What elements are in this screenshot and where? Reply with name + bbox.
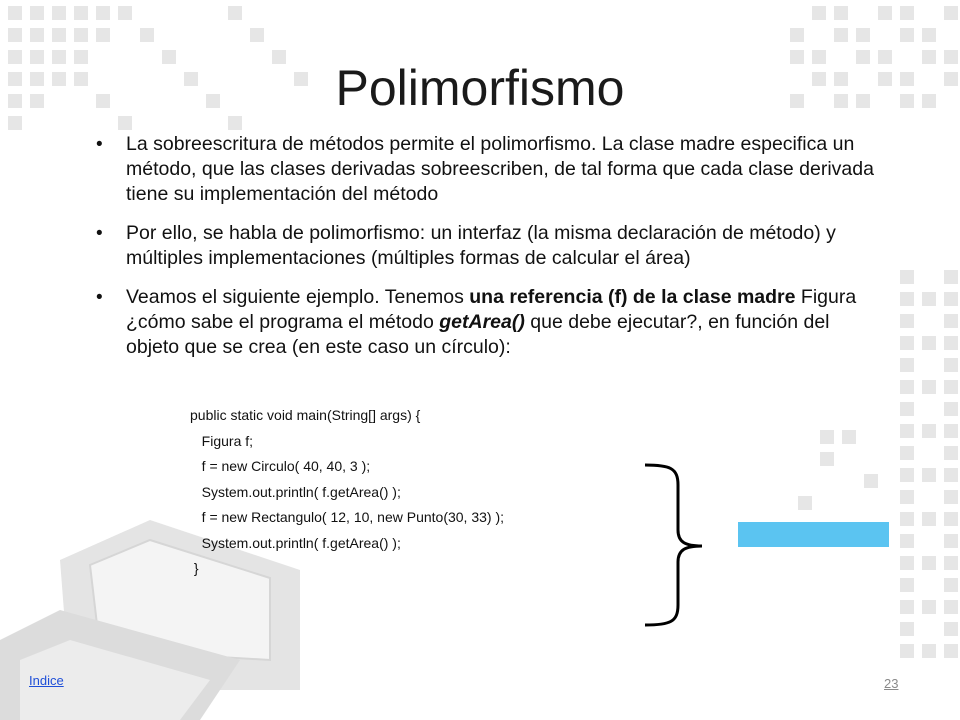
bullet-text-run: Figura ¿cómo sabe el programa el método [126,286,857,333]
decoration-square [52,28,66,42]
decoration-square [856,28,870,42]
bullet-text [126,222,836,269]
decoration-square [922,644,936,658]
decoration-square [900,446,914,460]
decoration-square [900,292,914,306]
bullet-text-run: La sobreescritura de métodos permite el polimorfismo. La clase madre especifica un método, que las clases derivadas sobreescriben, de tal forma que cada clase derivada tiene su implementación del método [126,133,874,205]
decoration-square [944,468,958,482]
decoration-square [250,28,264,42]
decoration-square [944,534,958,548]
slide-title: Polimorfismo [335,60,625,116]
decoration-square [900,578,914,592]
bullet-item [96,221,886,271]
decoration-square [8,116,22,130]
decoration-square [834,6,848,20]
decoration-square [944,402,958,416]
bullet-item [96,285,886,360]
decoration-square [900,490,914,504]
decoration-square [944,600,958,614]
decoration-square [922,424,936,438]
decoration-square [790,28,804,42]
decoration-square [834,28,848,42]
decoration-square [944,490,958,504]
decoration-square [944,644,958,658]
decoration-square [118,116,132,130]
decoration-square [922,336,936,350]
bullet-list [96,132,886,374]
decoration-square [900,270,914,284]
code-line: f = new Circulo( 40, 40, 3 ); [190,458,371,474]
decoration-square [922,28,936,42]
code-example [190,404,504,583]
decoration-square [944,270,958,284]
curly-brace-icon [640,460,710,630]
decoration-square [30,28,44,42]
decoration-square [900,402,914,416]
bullet-text-run: Veamos el siguiente ejemplo. Tenemos [126,286,470,308]
decoration-square [922,380,936,394]
decoration-square [140,28,154,42]
decoration-square [842,430,856,444]
decoration-square [74,6,88,20]
decoration-square [944,512,958,526]
decoration-square [944,556,958,570]
decoration-square [944,6,958,20]
decoration-square [922,292,936,306]
bullet-text-run: que debe ejecutar?, en función del objeto que se crea (en este caso un círculo): [126,311,830,358]
decoration-square [900,358,914,372]
decoration-square [922,512,936,526]
code-line: System.out.println( f.getArea() ); [190,534,401,551]
decoration-square [900,468,914,482]
decoration-square [944,380,958,394]
bullet-text-run: una referencia (f) de la clase madre [469,286,796,308]
decoration-square [30,6,44,20]
decoration-square [900,424,914,438]
decoration-square [944,578,958,592]
bullet-item [96,132,886,207]
decoration-square [798,496,812,510]
bullet-text-run: Por ello, se habla de polimorfismo: un interfaz (la misma declaración de método) y múltiples implementaciones (múltiples formas de calcular el área) [126,222,836,269]
indice-link[interactable]: Indice [29,673,64,688]
decoration-square [944,446,958,460]
decoration-square [900,644,914,658]
decoration-square [900,512,914,526]
code-line: } [190,560,199,576]
decoration-square [944,424,958,438]
decoration-square [864,474,878,488]
bullet-text [126,133,874,205]
decoration-square [900,556,914,570]
decoration-square [900,314,914,328]
bullet-text-run: getArea() [439,311,525,333]
decoration-square [900,600,914,614]
decoration-square [74,28,88,42]
decoration-square [228,6,242,20]
decoration-square [820,430,834,444]
decoration-square [820,452,834,466]
decoration-square [8,6,22,20]
decoration-square [96,28,110,42]
code-line: Figura f; [190,432,254,449]
decoration-square [228,116,242,130]
code-line: public static void main(String[] args) { [190,407,421,423]
decoration-square [944,336,958,350]
decoration-square [812,6,826,20]
decoration-square [118,6,132,20]
decoration-square [900,336,914,350]
decoration-square [944,358,958,372]
decoration-square [900,622,914,636]
decoration-square [900,6,914,20]
decoration-square [922,556,936,570]
decoration-square [900,28,914,42]
bullet-text [126,286,856,358]
bullet-dot-icon: • [96,134,103,155]
decoration-square [900,534,914,548]
highlight-box [738,522,889,547]
decoration-square [8,28,22,42]
decoration-square [944,292,958,306]
bullet-dot-icon: • [96,287,103,308]
decoration-square [52,6,66,20]
decoration-square [878,6,892,20]
decoration-square [922,600,936,614]
decoration-square [96,6,110,20]
decoration-square [944,314,958,328]
page-number: 23 [884,676,899,691]
code-line: System.out.println( f.getArea() ); [190,483,401,500]
decoration-square [900,380,914,394]
decoration-square [922,468,936,482]
decoration-square [944,622,958,636]
bullet-dot-icon: • [96,223,103,244]
code-line: f = new Rectangulo( 12, 10, new Punto(30, 33) ); [190,509,505,525]
